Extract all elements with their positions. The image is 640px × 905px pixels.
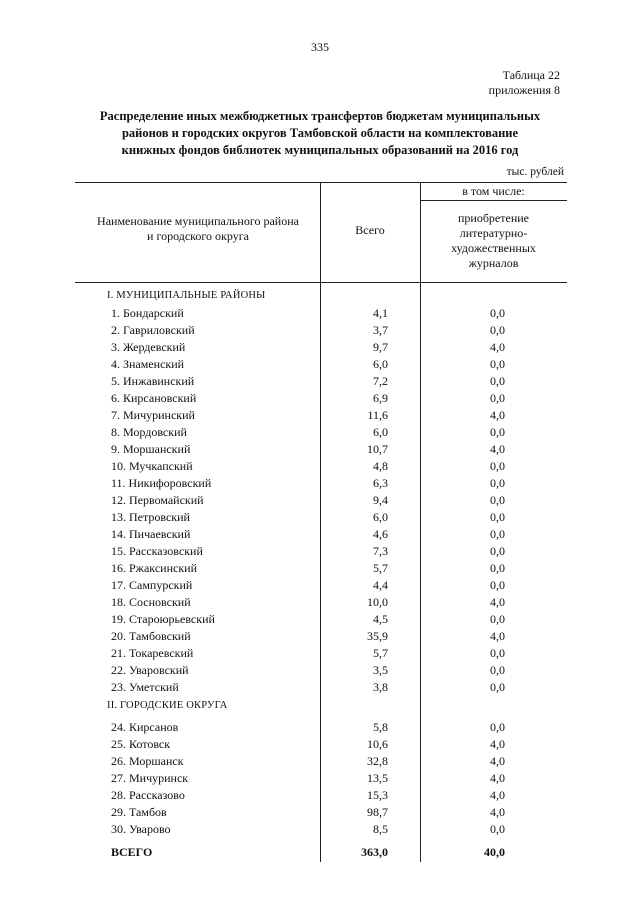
grand-total-journals: 40,0 — [484, 845, 505, 859]
row-journals: 0,0 — [490, 459, 505, 473]
row-journals: 4,0 — [490, 771, 505, 785]
row-total: 4,8 — [373, 459, 388, 473]
header-journals-line4: журналов — [468, 256, 519, 270]
row-name: 15. Рассказовский — [111, 544, 203, 558]
table-row — [0, 509, 640, 526]
row-journals: 0,0 — [490, 561, 505, 575]
row-journals: 0,0 — [490, 357, 505, 371]
row-total: 3,7 — [373, 323, 388, 337]
table-row — [0, 560, 640, 577]
table-row — [0, 458, 640, 475]
row-total: 35,9 — [367, 629, 388, 643]
row-name: 13. Петровский — [111, 510, 190, 524]
row-total: 7,3 — [373, 544, 388, 558]
table-row — [0, 645, 640, 662]
row-total: 4,4 — [373, 578, 388, 592]
row-name: 27. Мичуринск — [111, 771, 189, 785]
row-journals: 4,0 — [490, 788, 505, 802]
row-journals: 4,0 — [490, 595, 505, 609]
row-name: 7. Мичуринский — [111, 408, 195, 422]
row-total: 32,8 — [367, 754, 388, 768]
table-row — [0, 424, 640, 441]
table-row — [0, 492, 640, 509]
row-journals: 4,0 — [490, 754, 505, 768]
row-journals: 0,0 — [490, 578, 505, 592]
row-journals: 0,0 — [490, 323, 505, 337]
row-name: 9. Моршанский — [111, 442, 191, 456]
row-total: 15,3 — [367, 788, 388, 802]
header-name-line1: Наименование муниципального района — [97, 214, 299, 228]
table-row — [0, 804, 640, 821]
table-row — [0, 628, 640, 645]
row-total: 9,7 — [373, 340, 388, 354]
header-name — [80, 214, 316, 244]
row-journals: 0,0 — [490, 374, 505, 388]
row-name: 14. Пичаевский — [111, 527, 191, 541]
row-journals: 0,0 — [490, 680, 505, 694]
header-name-line2: и городского округа — [147, 229, 249, 243]
row-total: 3,5 — [373, 663, 388, 677]
table-reference-line2: приложения 8 — [488, 83, 560, 97]
table-row — [0, 373, 640, 390]
row-name: 19. Староюрьевский — [111, 612, 215, 626]
including-divider — [420, 200, 567, 201]
row-total: 10,7 — [367, 442, 388, 456]
title-line3: книжных фондов библиотек муниципальных образований на 2016 год — [121, 143, 519, 157]
table-row — [0, 821, 640, 838]
row-total: 9,4 — [373, 493, 388, 507]
row-name: 11. Никифоровский — [111, 476, 212, 490]
row-name: 25. Котовск — [111, 737, 171, 751]
row-total: 7,2 — [373, 374, 388, 388]
table-row — [0, 339, 640, 356]
title-line1: Распределение иных межбюджетных трансфертов бюджетам муниципальных — [99, 109, 541, 123]
section-title-city-districts: II. ГОРОДСКИЕ ОКРУГА — [107, 700, 228, 711]
row-total: 4,5 — [373, 612, 388, 626]
row-journals: 0,0 — [490, 425, 505, 439]
row-journals: 0,0 — [490, 663, 505, 677]
table-row — [0, 719, 640, 736]
row-name: 17. Сампурский — [111, 578, 193, 592]
grand-total-value: 363,0 — [361, 845, 388, 859]
table-row — [0, 577, 640, 594]
row-total: 3,8 — [373, 680, 388, 694]
row-name: 24. Кирсанов — [111, 720, 179, 734]
row-total: 6,0 — [373, 510, 388, 524]
unit-label: тыс. рублей — [506, 166, 564, 178]
row-total: 10,0 — [367, 595, 388, 609]
table-row — [0, 787, 640, 804]
table-row — [0, 305, 640, 322]
row-name: 16. Ржаксинский — [111, 561, 197, 575]
row-total: 4,6 — [373, 527, 388, 541]
table-row — [0, 407, 640, 424]
row-total: 6,9 — [373, 391, 388, 405]
table-row — [0, 753, 640, 770]
row-journals: 0,0 — [490, 510, 505, 524]
table-row — [0, 770, 640, 787]
table-row — [0, 611, 640, 628]
row-journals: 0,0 — [490, 476, 505, 490]
row-journals: 0,0 — [490, 527, 505, 541]
table-reference — [489, 68, 560, 98]
row-total: 4,1 — [373, 306, 388, 320]
grand-total-row — [0, 844, 640, 861]
row-name: 29. Тамбов — [111, 805, 167, 819]
row-total: 6,0 — [373, 357, 388, 371]
row-journals: 0,0 — [490, 612, 505, 626]
table-row — [0, 679, 640, 696]
row-name: 26. Моршанск — [111, 754, 184, 768]
page-number: 335 — [311, 40, 329, 54]
row-name: 4. Знаменский — [111, 357, 185, 371]
row-name: 22. Уваровский — [111, 663, 189, 677]
row-total: 13,5 — [367, 771, 388, 785]
row-journals: 4,0 — [490, 442, 505, 456]
row-name: 1. Бондарский — [111, 306, 184, 320]
row-journals: 0,0 — [490, 391, 505, 405]
row-total: 11,6 — [367, 408, 388, 422]
section-title-municipal-districts: I. МУНИЦИПАЛЬНЫЕ РАЙОНЫ — [107, 290, 266, 301]
row-name: 2. Гавриловский — [111, 323, 195, 337]
row-name: 30. Уварово — [111, 822, 171, 836]
header-bottom-border — [75, 282, 567, 283]
title-line2: районов и городских округов Тамбовской области на комплектование — [121, 126, 519, 140]
row-total: 5,7 — [373, 561, 388, 575]
table-row — [0, 526, 640, 543]
row-total: 6,0 — [373, 425, 388, 439]
header-journals-line1: приобретение — [457, 211, 529, 225]
table-row — [0, 662, 640, 679]
row-name: 5. Инжавинский — [111, 374, 195, 388]
header-total: Всего — [355, 223, 385, 237]
row-name: 8. Мордовский — [111, 425, 187, 439]
grand-total-label: ВСЕГО — [111, 845, 153, 859]
row-journals: 0,0 — [490, 822, 505, 836]
row-name: 3. Жердевский — [111, 340, 186, 354]
row-name: 28. Рассказово — [111, 788, 185, 802]
row-name: 12. Первомайский — [111, 493, 204, 507]
row-journals: 0,0 — [490, 306, 505, 320]
row-journals: 4,0 — [490, 340, 505, 354]
document-title — [60, 108, 580, 159]
table-row — [0, 475, 640, 492]
row-journals: 0,0 — [490, 720, 505, 734]
header-including: в том числе: — [462, 184, 525, 198]
table-row — [0, 736, 640, 753]
row-name: 20. Тамбовский — [111, 629, 191, 643]
row-journals: 0,0 — [490, 646, 505, 660]
row-total: 10,6 — [367, 737, 388, 751]
header-journals — [420, 211, 567, 271]
row-name: 10. Мучкапский — [111, 459, 193, 473]
row-name: 6. Кирсановский — [111, 391, 197, 405]
row-total: 8,5 — [373, 822, 388, 836]
row-journals: 4,0 — [490, 805, 505, 819]
row-journals: 4,0 — [490, 629, 505, 643]
row-total: 5,7 — [373, 646, 388, 660]
row-journals: 0,0 — [490, 544, 505, 558]
row-journals: 0,0 — [490, 493, 505, 507]
row-journals: 4,0 — [490, 737, 505, 751]
row-total: 5,8 — [373, 720, 388, 734]
header-journals-line3: художественных — [451, 241, 536, 255]
table-row — [0, 390, 640, 407]
row-journals: 4,0 — [490, 408, 505, 422]
row-name: 18. Сосновский — [111, 595, 191, 609]
table-row — [0, 543, 640, 560]
table-row — [0, 322, 640, 339]
table-row — [0, 594, 640, 611]
row-name: 23. Уметский — [111, 680, 179, 694]
table-row — [0, 441, 640, 458]
header-journals-line2: литературно- — [459, 226, 528, 240]
table-row — [0, 356, 640, 373]
table-reference-line1: Таблица 22 — [502, 68, 560, 82]
row-total: 6,3 — [373, 476, 388, 490]
table-top-border — [75, 182, 567, 183]
row-name: 21. Токаревский — [111, 646, 194, 660]
row-total: 98,7 — [367, 805, 388, 819]
